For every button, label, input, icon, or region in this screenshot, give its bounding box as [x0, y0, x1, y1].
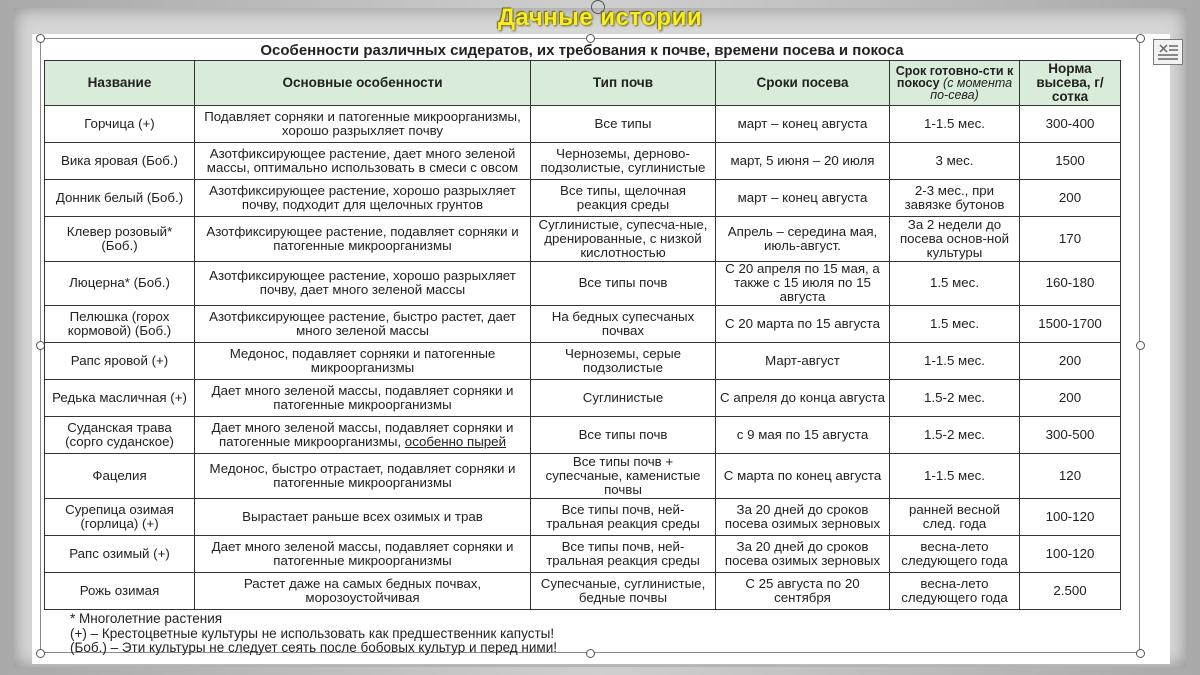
cell-ready: 1-1.5 мес. [890, 106, 1020, 143]
table-row [45, 498, 1121, 535]
siderates-table [44, 60, 1121, 610]
cell-name: Рапс озимый (+) [45, 535, 195, 572]
cell-rate: 160-180 [1020, 261, 1121, 305]
cell-features [195, 417, 531, 454]
cell-features: Подавляет сорняки и патогенные микроорганизмы, хорошо разрыхляет почву [195, 106, 531, 143]
cell-rate: 2.500 [1020, 572, 1121, 609]
cell-rate: 120 [1020, 454, 1121, 498]
cell-rate: 300-500 [1020, 417, 1121, 454]
header-ready-note: (с момента по-сева) [930, 76, 1013, 102]
table-row [45, 572, 1121, 609]
cell-ready: 1.5 мес. [890, 305, 1020, 342]
cell-name: Вика яровая (Боб.) [45, 143, 195, 180]
table-header-row [45, 61, 1121, 106]
cell-name: Донник белый (Боб.) [45, 180, 195, 217]
cell-ready: ранней весной след. года [890, 498, 1020, 535]
table-row [45, 305, 1121, 342]
cell-rate: 100-120 [1020, 498, 1121, 535]
cell-ready: 1-1.5 мес. [890, 343, 1020, 380]
cell-name: Сурепица озимая (горлица) (+) [45, 498, 195, 535]
cell-soil: Суглинистые [531, 380, 716, 417]
cell-soil: Все типы почв, ней-тральная реакция среды [531, 535, 716, 572]
cell-features: Азотфиксирующее растение, хорошо разрыхляет почву, подходит для щелочных грунтов [195, 180, 531, 217]
cell-soil: Суглинистые, супесча-ные, дренированные, с низкой кислотностью [531, 217, 716, 261]
cell-rate: 1500-1700 [1020, 305, 1121, 342]
cell-sowing: с 9 мая по 15 августа [716, 417, 890, 454]
cell-rate: 200 [1020, 180, 1121, 217]
cell-features-highlight: особенно пырей [404, 434, 506, 450]
table-row [45, 261, 1121, 305]
cell-rate: 170 [1020, 217, 1121, 261]
header-sowing: Сроки посева [716, 61, 890, 106]
header-ready-label: Срок готовно-сти к покосу [895, 64, 1014, 90]
cell-ready: 1.5-2 мес. [890, 380, 1020, 417]
cell-soil: Черноземы, дерново-подзолистые, суглинистые [531, 143, 716, 180]
rotate-handle-icon[interactable] [591, 0, 605, 14]
footnotes [70, 612, 970, 656]
table-row [45, 106, 1121, 143]
cell-soil: Все типы, щелочная реакция среды [531, 180, 716, 217]
resize-handle-top-right[interactable] [1136, 34, 1145, 43]
cell-ready: 1.5-2 мес. [890, 417, 1020, 454]
cell-name: Рожь озимая [45, 572, 195, 609]
cell-name: Пелюшка (горох кормовой) (Боб.) [45, 305, 195, 342]
cell-features: Азотфиксирующее растение, дает много зеленой массы, оптимально использовать в смеси с овсом [195, 143, 531, 180]
layout-options-icon[interactable] [1153, 39, 1183, 65]
cell-sowing: С 20 марта по 15 августа [716, 305, 890, 342]
cell-ready: 1.5 мес. [890, 261, 1020, 305]
cell-name: Редька масличная (+) [45, 380, 195, 417]
cell-sowing: С апреля до конца августа [716, 380, 890, 417]
cell-features-text: Дает много зеленой массы, подавляет сорняки и патогенные микроорганизмы, [211, 420, 514, 450]
table-row [45, 143, 1121, 180]
table-row [45, 380, 1121, 417]
cell-sowing: Апрель – середина мая, июль-август. [716, 217, 890, 261]
cell-name: Клевер розовый* (Боб.) [45, 217, 195, 261]
cell-name: Рапс яровой (+) [45, 343, 195, 380]
cell-ready: весна-лето следующего года [890, 535, 1020, 572]
resize-handle-bottom-right[interactable] [1136, 649, 1145, 658]
cell-features: Медонос, подавляет сорняки и патогенные микроорганизмы [195, 343, 531, 380]
cell-features: Азотфиксирующее растение, быстро растет, дает много зеленой массы [195, 305, 531, 342]
cell-soil: Черноземы, серые подзолистые [531, 343, 716, 380]
cell-sowing: За 20 дней до сроков посева озимых зерновых [716, 498, 890, 535]
table-row [45, 180, 1121, 217]
cell-ready: весна-лето следующего года [890, 572, 1020, 609]
table-row [45, 343, 1121, 380]
table-row [45, 417, 1121, 454]
cell-features: Медонос, быстро отрастает, подавляет сорняки и патогенные микроорганизмы [195, 454, 531, 498]
cell-sowing: С марта по конец августа [716, 454, 890, 498]
cell-sowing: март, 5 июня – 20 июля [716, 143, 890, 180]
header-features: Основные особенности [195, 61, 531, 106]
cell-sowing: С 25 августа по 20 сентября [716, 572, 890, 609]
cell-features: Вырастает раньше всех озимых и трав [195, 498, 531, 535]
header-name: Название [45, 61, 195, 106]
table-row [45, 217, 1121, 261]
cell-name: Люцерна* (Боб.) [45, 261, 195, 305]
cell-sowing: За 20 дней до сроков посева озимых зерновых [716, 535, 890, 572]
cell-ready: 3 мес. [890, 143, 1020, 180]
cell-ready: 1-1.5 мес. [890, 454, 1020, 498]
cell-rate: 1500 [1020, 143, 1121, 180]
table-row [45, 454, 1121, 498]
cell-name: Фацелия [45, 454, 195, 498]
table-title: Особенности различных сидератов, их требования к почве, времени посева и покоса [260, 42, 904, 59]
cell-rate: 300-400 [1020, 106, 1121, 143]
resize-handle-bottom-left[interactable] [36, 649, 45, 658]
cell-features: Азотфиксирующее растение, подавляет сорняки и патогенные микроорганизмы [195, 217, 531, 261]
table-row [45, 535, 1121, 572]
cell-sowing: март – конец августа [716, 106, 890, 143]
cell-sowing: С 20 апреля по 15 мая, а также с 15 июля по 15 августа [716, 261, 890, 305]
cell-features: Азотфиксирующее растение, хорошо разрыхляет почву, дает много зеленой массы [195, 261, 531, 305]
footnote-cruciferous: (+) – Крестоцветные культуры не использовать как предшественник капусты! [70, 625, 555, 641]
header-soil: Тип почв [531, 61, 716, 106]
page-header-title: Дачные истории [497, 4, 703, 31]
cell-rate: 100-120 [1020, 535, 1121, 572]
cell-ready: 2-3 мес., при завязке бутонов [890, 180, 1020, 217]
cell-name: Горчица (+) [45, 106, 195, 143]
cell-soil: Все типы почв + супесчаные, каменистые почвы [531, 454, 716, 498]
cell-sowing: Март-август [716, 343, 890, 380]
cell-name: Суданская трава (сорго суданское) [45, 417, 195, 454]
cell-rate: 200 [1020, 380, 1121, 417]
cell-soil: Все типы почв [531, 417, 716, 454]
cell-soil: Все типы [531, 106, 716, 143]
cell-rate: 200 [1020, 343, 1121, 380]
resize-handle-right[interactable] [1136, 341, 1145, 350]
cell-features: Растет даже на самых бедных почвах, морозоустойчивая [195, 572, 531, 609]
header-ready [890, 61, 1020, 106]
cell-ready: За 2 недели до посева основ-ной культуры [890, 217, 1020, 261]
footnote-perennial: * Многолетние растения [70, 611, 223, 626]
header-rate: Норма высева, г/сотка [1020, 61, 1121, 106]
footnote-legumes: (Боб.) – Эти культуры не следует сеять после бобовых культур и перед ними! [70, 640, 557, 655]
cell-soil: Все типы почв, ней-тральная реакция среды [531, 498, 716, 535]
cell-features: Дает много зеленой массы, подавляет сорняки и патогенные микроорганизмы [195, 380, 531, 417]
cell-sowing: март – конец августа [716, 180, 890, 217]
cell-soil: На бедных супесчаных почвах [531, 305, 716, 342]
cell-features: Дает много зеленой массы, подавляет сорняки и патогенные микроорганизмы [195, 535, 531, 572]
cell-soil: Супесчаные, суглинистые, бедные почвы [531, 572, 716, 609]
cell-soil: Все типы почв [531, 261, 716, 305]
